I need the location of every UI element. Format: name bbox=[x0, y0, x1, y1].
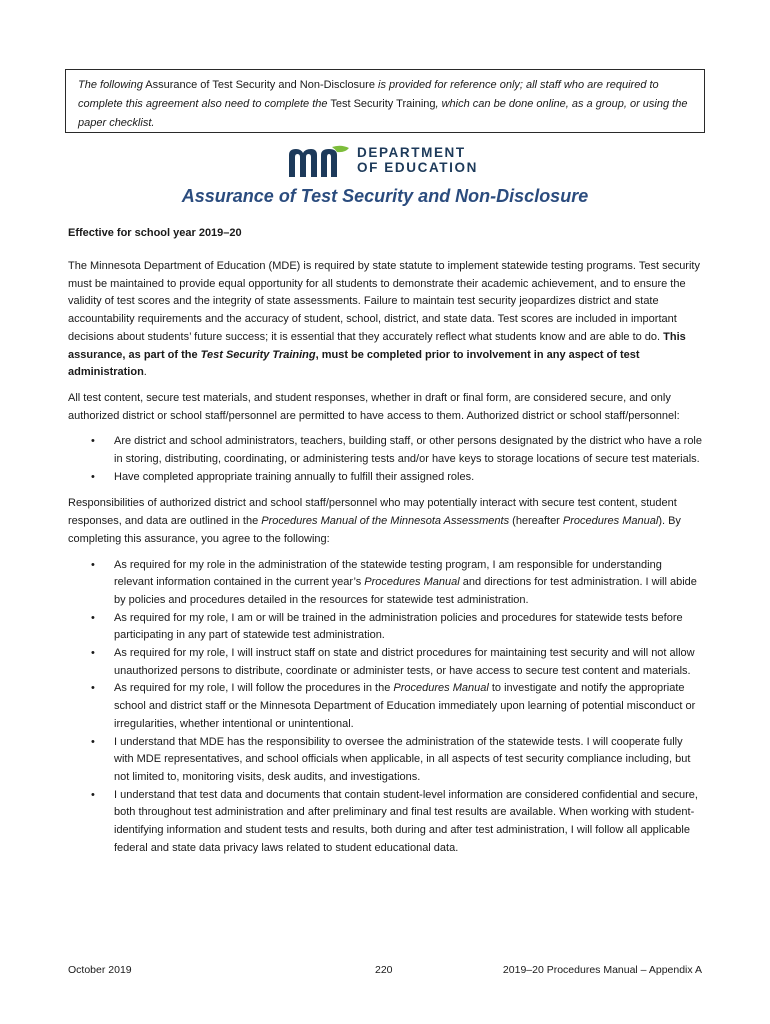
list-item: • As required for my role, I am or will be trained in the administration policies and procedures for statewide tests before participating in any part of statewide test administration. bbox=[114, 610, 704, 645]
footer-date: October 2019 bbox=[68, 964, 132, 976]
list-item: • Have completed appropriate training annually to fulfill their assigned roles. bbox=[114, 469, 704, 487]
list-item: • As required for my role, I will follow the procedures in the Procedures Manual to investigate and notify the appropriate school and district staff or the Minnesota Department of Education immediately upon learning of potential misconduct or irregularities, whether intentional or unintentional. bbox=[114, 680, 704, 733]
agreement-list bbox=[68, 557, 704, 858]
list-item: • As required for my role in the administration of the statewide testing program, I am responsible for understanding relevant information contained in the current year’s Procedures Manual and directions for test administration. I will abide by policies and procedures detailed in the resources for statewide test administration. bbox=[114, 557, 704, 610]
notice-text: , which can be done online, as a group, or using the paper checklist. bbox=[78, 98, 688, 129]
mde-logo bbox=[289, 145, 489, 177]
list-item: • Are district and school administrators, teachers, building staff, or other persons designated by the district who have a role in storing, distributing, coordinating, or administering tests and/or have keys to storage locations of secure test materials. bbox=[114, 433, 704, 468]
effective-date: Effective for school year 2019–20 bbox=[68, 227, 242, 239]
authorized-staff-list bbox=[68, 433, 704, 486]
logo-line1: DEPARTMENT bbox=[357, 145, 466, 160]
document-title: Assurance of Test Security and Non-Disclosure bbox=[181, 186, 589, 206]
paragraph-secure-content: All test content, secure test materials, and student responses, whether in draft or final form, are considered secure, and only authorized district or school staff/personnel are permitted to have access to them. Authorized district or school staff/personnel: bbox=[68, 391, 680, 422]
logo-line2: OF EDUCATION bbox=[357, 160, 478, 175]
footer-manual-ref: 2019–20 Procedures Manual – Appendix A bbox=[502, 964, 702, 976]
logo-wordmark bbox=[357, 145, 478, 175]
footer-page-number: 220 bbox=[375, 964, 393, 976]
list-item: • As required for my role, I will instruct staff on state and district procedures for maintaining test security and will not allow unauthorized persons to distribute, coordinate or administer tests, or have access to secure test content and materials. bbox=[114, 645, 704, 680]
notice-doc-name: Assurance of Test Security and Non-Disclosure bbox=[145, 79, 375, 91]
notice-training-name: Test Security Training bbox=[330, 98, 436, 110]
mn-logo-icon bbox=[289, 145, 351, 177]
document-body bbox=[68, 258, 704, 867]
notice-text: is provided for reference only; all staff who are required to complete this agreement also need to complete the bbox=[78, 79, 659, 110]
paragraph-intro: The Minnesota Department of Education (MDE) is required by state statute to implement statewide testing programs. Test security must be maintained to provide equal opportunity for all students to demonstrate their academic achievement, and to ensure the validity of test scores and the integrity of state assessments. Failure to maintain test security jeopardizes district and state accountability requirements and the accuracy of student, school, district, and state data. Test scores are included in important decisions about students’ future success; it is essential that they accurately reflect what students know and are able to do. This assurance, as part of the Test Security Training, must be completed prior to involvement in any aspect of test administration. bbox=[68, 260, 700, 379]
paragraph-responsibilities: Responsibilities of authorized district and school staff/personnel who may potentially interact with secure test content, student responses, and data are outlined in the Procedures Manual of the Minnesota Assessments (hereafter Procedures Manual). By completing this assurance, you agree to the following: bbox=[68, 497, 681, 545]
notice-text: The following bbox=[78, 79, 143, 91]
list-item: • I understand that MDE has the responsibility to oversee the administration of the statewide tests. I will cooperate fully with MDE representatives, and school officials when applicable, in all aspects of test security compliance including, but not limited to, monitoring visits, desk audits, and investigations. bbox=[114, 734, 704, 787]
list-item: • I understand that test data and documents that contain student-level information are considered confidential and secure, both throughout test administration and after preliminary and final test results are available. When working with student-identifying information and student tests and results, both during and after test administration, I will follow all applicable federal and state data privacy laws related to student educational data. bbox=[114, 787, 704, 858]
reference-notice-box bbox=[65, 69, 705, 133]
